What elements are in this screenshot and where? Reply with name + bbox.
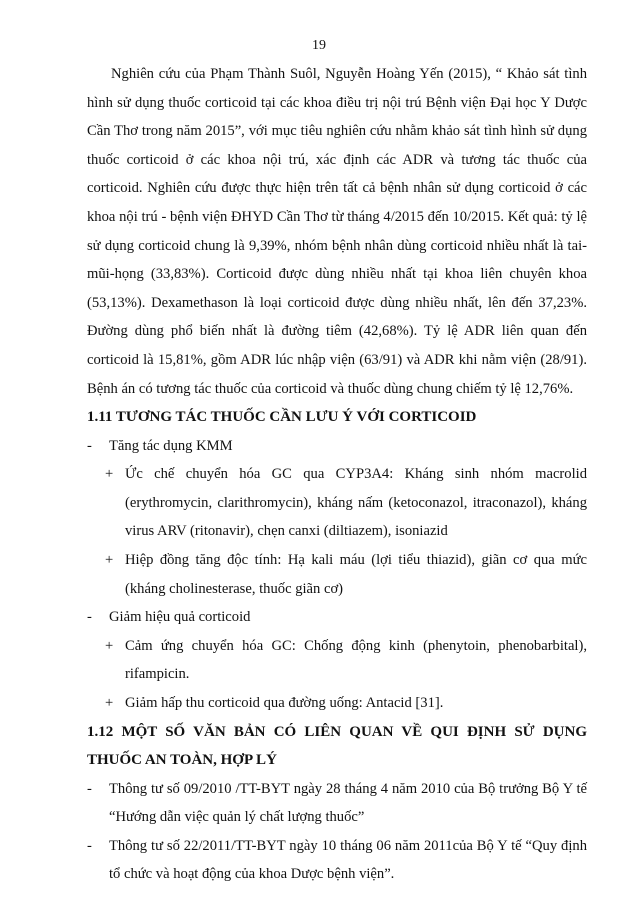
sub-item-metabolism-induction — [87, 632, 587, 689]
list-item-reduce-efficacy — [87, 603, 587, 632]
section-heading-1-11: 1.11 TƯƠNG TÁC THUỐC CẦN LƯU Ý VỚI CORTICOID — [87, 409, 477, 426]
sub-item-reduced-absorption — [87, 689, 587, 718]
dash-marker: - — [87, 837, 92, 854]
list-item-text: Thông tư số 09/2010 /TT-BYT ngày 28 tháng 4 năm 2010 của Bộ trưởng Bộ Y tế “Hướng dẫn việc quản lý chất lượng thuốc” — [109, 780, 587, 826]
page-content — [87, 60, 587, 889]
sub-item-text: Giảm hấp thu corticoid qua đường uống: Antacid [31]. — [125, 694, 444, 711]
sub-item-text: Ức chế chuyển hóa GC qua CYP3A4: Kháng sinh nhóm macrolid (erythromycin, clarithromycin), kháng nấm (ketoconazol, itraconazol), kháng virus ARV (ritonavir), chẹn canxi (diltiazem), isoniazid — [125, 466, 587, 540]
plus-marker: + — [105, 466, 114, 483]
sub-item-text: Cảm ứng chuyển hóa GC: Chống động kinh (phenytoin, phenobarbital), rifampicin. — [125, 637, 587, 683]
sub-item-synergistic-toxicity — [87, 546, 587, 603]
sub-item-cyp3a4-inhibition — [87, 460, 587, 546]
plus-marker: + — [105, 694, 114, 711]
intro-paragraph: Nghiên cứu của Phạm Thành Suôl, Nguyễn Hoàng Yến (2015), “ Khảo sát tình hình sử dụng thuốc corticoid tại các khoa điều trị nội trú Bệnh viện Đại học Y Dược Cần Thơ trong năm 2015”, với mục tiêu nghiên cứu nhằm khảo sát tình hình sử dụng thuốc corticoid ở các khoa nội trú, xác định các ADR và tương tác thuốc của corticoid. Nghiên cứu được thực hiện trên tất cả bệnh nhân sử dụng corticoid ở các khoa nội trú - bệnh viện ĐHYD Cần Thơ từ tháng 4/2015 đến 10/2015. Kết quả: tỷ lệ sử dụng corticoid chung là 9,39%, nhóm bệnh nhân dùng corticoid nhiều nhất là tai-mũi-họng (33,83%). Corticoid được dùng nhiều nhất tại khoa liên chuyên khoa (53,13%). Dexamethason là loại corticoid được dùng nhiều nhất, lên đến 37,23%. Đường dùng phổ biến nhất là đường tiêm (42,68%). Tỷ lệ ADR liên quan đến corticoid là 15,81%, gồm ADR lúc nhập viện (63/91) và ADR khi nằm viện (28/91). Bệnh án có tương tác thuốc của corticoid và thuốc dùng chung chiếm tỷ lệ 12,76%. — [87, 66, 587, 397]
dash-marker: - — [87, 437, 92, 454]
list-item-increase-side-effects — [87, 432, 587, 461]
section-heading-1-12: 1.12 MỘT SỐ VĂN BẢN CÓ LIÊN QUAN VỀ QUI ĐỊNH SỬ DỤNG THUỐC AN TOÀN, HỢP LÝ — [87, 723, 587, 769]
list-item-circular-22-2011 — [87, 832, 587, 889]
list-item-label: Giảm hiệu quả corticoid — [109, 609, 251, 626]
dash-marker: - — [87, 780, 92, 797]
dash-marker: - — [87, 609, 92, 626]
sub-item-text: Hiệp đồng tăng độc tính: Hạ kali máu (lợi tiểu thiazid), giãn cơ qua mức (kháng cholinesterase, thuốc giãn cơ) — [125, 552, 587, 597]
page-number: 19 — [312, 38, 326, 53]
list-item-circular-09-2010 — [87, 775, 587, 832]
plus-marker: + — [105, 552, 114, 568]
plus-marker: + — [105, 637, 114, 654]
list-item-label: Tăng tác dụng KMM — [109, 437, 233, 454]
list-item-text: Thông tư số 22/2011/TT-BYT ngày 10 tháng 06 năm 2011của Bộ Y tế “Quy định tổ chức và hoạt động của khoa Dược bệnh viện”. — [109, 837, 587, 883]
